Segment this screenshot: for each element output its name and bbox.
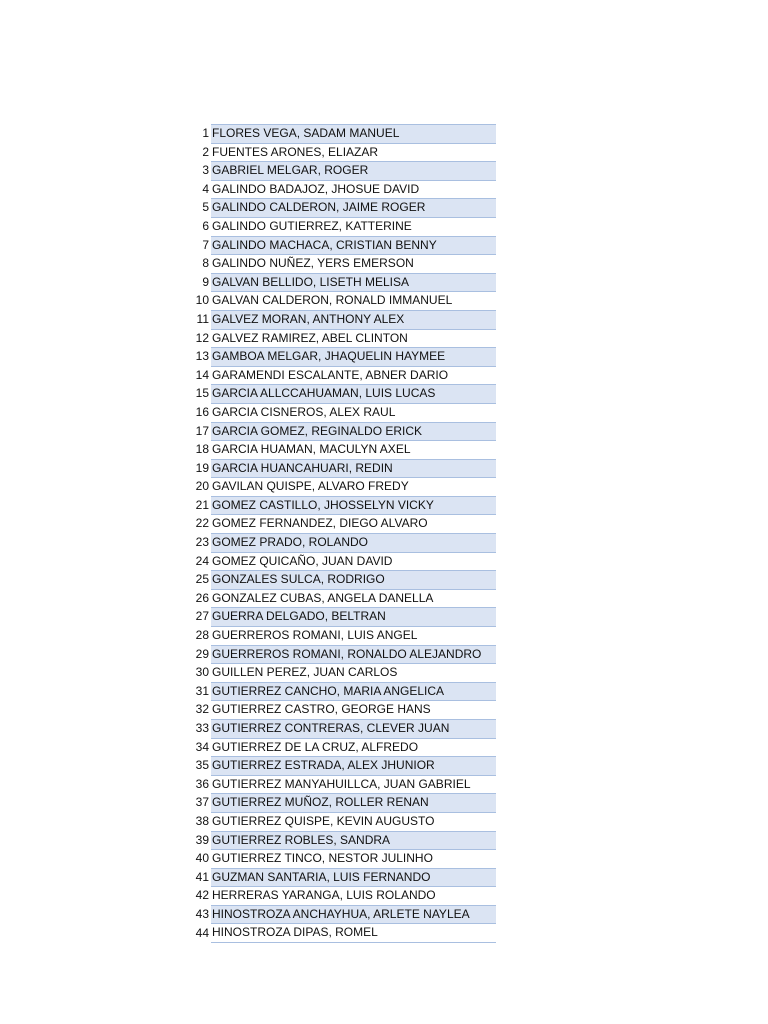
student-name: GALVAN BELLIDO, LISETH MELISA (211, 273, 496, 292)
table-row (194, 161, 496, 180)
student-name: GARCIA ALLCCAHUAMAN, LUIS LUCAS (211, 384, 496, 403)
row-number: 1 (202, 126, 209, 140)
table-row (194, 589, 496, 608)
student-name: GUILLEN PEREZ, JUAN CARLOS (211, 663, 496, 682)
student-name: GALINDO MACHACA, CRISTIAN BENNY (211, 236, 496, 255)
student-name: GUTIERREZ CASTRO, GEORGE HANS (211, 700, 496, 719)
student-name: GUTIERREZ CANCHO, MARIA ANGELICA (211, 682, 496, 701)
table-row (194, 793, 496, 812)
row-number: 18 (195, 442, 209, 457)
row-number: 28 (195, 628, 209, 643)
table-row (194, 254, 496, 273)
name-list-table (194, 124, 496, 942)
table-row (194, 236, 496, 255)
table-row (194, 403, 496, 422)
student-name: GALINDO NUÑEZ, YERS EMERSON (211, 254, 496, 273)
student-name: GUZMAN SANTARIA, LUIS FERNANDO (211, 868, 496, 887)
student-name: FLORES VEGA, SADAM MANUEL (211, 124, 496, 143)
student-name: GALVAN CALDERON, RONALD IMMANUEL (211, 291, 496, 310)
student-name: GUTIERREZ CONTRERAS, CLEVER JUAN (211, 719, 496, 738)
table-row (194, 477, 496, 496)
row-number: 33 (195, 721, 209, 735)
student-name: GUTIERREZ QUISPE, KEVIN AUGUSTO (211, 812, 496, 831)
row-number: 8 (202, 256, 209, 271)
table-row (194, 384, 496, 403)
table-row (194, 459, 496, 478)
row-number: 5 (202, 200, 209, 215)
row-number: 3 (202, 163, 209, 178)
row-number: 14 (195, 367, 209, 382)
table-row (194, 180, 496, 199)
row-number: 12 (195, 330, 209, 345)
student-name: GOMEZ CASTILLO, JHOSSELYN VICKY (211, 496, 496, 515)
student-name: GONZALEZ CUBAS, ANGELA DANELLA (211, 589, 496, 608)
table-row (194, 886, 496, 905)
table-row (194, 533, 496, 552)
student-name: GUERREROS ROMANI, RONALDO ALEJANDRO (211, 645, 496, 664)
student-name: GUTIERREZ ROBLES, SANDRA (211, 831, 496, 850)
row-number: 15 (195, 386, 209, 401)
student-name: GOMEZ FERNANDEZ, DIEGO ALVARO (211, 514, 496, 533)
student-name: GUERREROS ROMANI, LUIS ANGEL (211, 626, 496, 645)
row-number: 23 (195, 535, 209, 550)
row-number: 34 (195, 739, 209, 754)
row-number: 30 (195, 665, 209, 680)
table-row (194, 905, 496, 924)
table-row (194, 273, 496, 292)
row-number: 22 (195, 516, 209, 531)
row-number: 13 (195, 349, 209, 364)
row-number: 38 (195, 813, 209, 828)
table-row (194, 514, 496, 533)
student-name: GOMEZ QUICAÑO, JUAN DAVID (211, 552, 496, 571)
table-row (194, 217, 496, 236)
table-row (194, 552, 496, 571)
table-row (194, 310, 496, 329)
student-name: GUTIERREZ MUÑOZ, ROLLER RENAN (211, 793, 496, 812)
student-name: GOMEZ PRADO, ROLANDO (211, 533, 496, 552)
row-number: 19 (195, 460, 209, 475)
row-number: 43 (195, 906, 209, 921)
table-row (194, 663, 496, 682)
table-row (194, 868, 496, 887)
row-number: 39 (195, 832, 209, 847)
table-row (194, 775, 496, 794)
row-number: 36 (195, 776, 209, 791)
student-name: GALVEZ MORAN, ANTHONY ALEX (211, 310, 496, 329)
student-name: GUTIERREZ ESTRADA, ALEX JHUNIOR (211, 756, 496, 775)
row-number: 40 (195, 851, 209, 866)
student-name: GALINDO CALDERON, JAIME ROGER (211, 198, 496, 217)
table-row (194, 924, 496, 943)
table-row (194, 496, 496, 515)
student-name: GALINDO GUTIERREZ, KATTERINE (211, 217, 496, 236)
row-number: 31 (195, 683, 209, 698)
row-number: 42 (195, 888, 209, 903)
row-number: 4 (202, 181, 209, 196)
table-row (194, 440, 496, 459)
table-row (194, 124, 496, 143)
student-name: GARAMENDI ESCALANTE, ABNER DARIO (211, 366, 496, 385)
row-number: 21 (195, 497, 209, 512)
student-name: GAVILAN QUISPE, ALVARO FREDY (211, 477, 496, 496)
table-row (194, 812, 496, 831)
student-name: GALVEZ RAMIREZ, ABEL CLINTON (211, 329, 496, 348)
student-name: GUERRA DELGADO, BELTRAN (211, 607, 496, 626)
row-number: 44 (195, 925, 209, 940)
student-name: GUTIERREZ MANYAHUILLCA, JUAN GABRIEL (211, 775, 496, 794)
student-name: HINOSTROZA DIPAS, ROMEL (211, 923, 496, 943)
row-number: 6 (202, 218, 209, 233)
student-name: HINOSTROZA ANCHAYHUA, ARLETE NAYLEA (211, 905, 496, 924)
student-name: GONZALES SULCA, RODRIGO (211, 570, 496, 589)
table-row (194, 700, 496, 719)
row-number: 24 (195, 553, 209, 568)
table-row (194, 756, 496, 775)
row-number: 17 (195, 423, 209, 438)
row-number: 16 (195, 404, 209, 419)
row-number: 26 (195, 590, 209, 605)
table-row (194, 366, 496, 385)
table-row (194, 626, 496, 645)
student-name: GARCIA CISNEROS, ALEX RAUL (211, 403, 496, 422)
row-number: 2 (202, 144, 209, 159)
row-number: 35 (195, 758, 209, 773)
student-name: GABRIEL MELGAR, ROGER (211, 161, 496, 180)
table-row (194, 738, 496, 757)
student-name: HERRERAS YARANGA, LUIS ROLANDO (211, 886, 496, 905)
row-number: 32 (195, 702, 209, 717)
row-number: 11 (196, 311, 209, 326)
table-row (194, 849, 496, 868)
table-row (194, 831, 496, 850)
row-number: 37 (195, 795, 209, 810)
row-number: 20 (195, 479, 209, 494)
student-name: GARCIA HUAMAN, MACULYN AXEL (211, 440, 496, 459)
table-row (194, 645, 496, 664)
student-name: GUTIERREZ TINCO, NESTOR JULINHO (211, 849, 496, 868)
table-row (194, 570, 496, 589)
table-row (194, 291, 496, 310)
student-name: GARCIA GOMEZ, REGINALDO ERICK (211, 422, 496, 441)
table-row (194, 143, 496, 162)
table-row (194, 682, 496, 701)
student-name: FUENTES ARONES, ELIAZAR (211, 143, 496, 162)
student-name: GARCIA HUANCAHUARI, REDIN (211, 459, 496, 478)
table-row (194, 347, 496, 366)
student-name: GUTIERREZ DE LA CRUZ, ALFREDO (211, 738, 496, 757)
table-row (194, 329, 496, 348)
row-number: 10 (195, 293, 209, 308)
row-number: 7 (202, 237, 209, 252)
row-number: 41 (195, 869, 209, 884)
table-row (194, 198, 496, 217)
row-number: 27 (195, 609, 209, 624)
row-number: 9 (202, 274, 209, 289)
row-number: 29 (195, 646, 209, 661)
table-row (194, 607, 496, 626)
student-name: GAMBOA MELGAR, JHAQUELIN HAYMEE (211, 347, 496, 366)
table-row (194, 719, 496, 738)
row-number: 25 (195, 572, 209, 587)
student-name: GALINDO BADAJOZ, JHOSUE DAVID (211, 180, 496, 199)
table-row (194, 422, 496, 441)
